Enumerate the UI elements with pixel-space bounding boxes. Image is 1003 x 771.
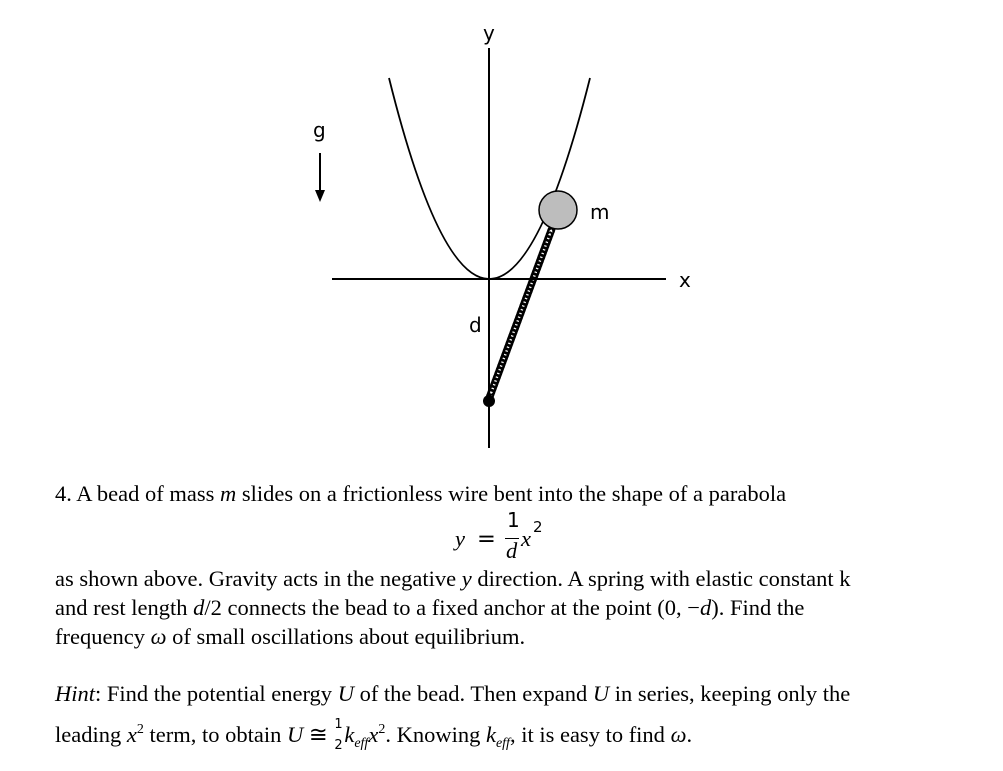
power: 2 — [136, 722, 144, 737]
math-x: x — [368, 722, 379, 747]
parabola-equation — [455, 508, 575, 568]
math-omega: ω — [670, 722, 687, 747]
text: . Knowing — [385, 722, 486, 747]
eq-numerator: 1 — [507, 508, 520, 532]
eq-denominator: d — [506, 538, 518, 563]
text: A bead of mass — [71, 481, 220, 506]
text: in series, keeping only the — [609, 681, 851, 706]
half-denominator: 2 — [334, 737, 343, 753]
hint-line-2 — [55, 717, 692, 757]
math-m: m — [219, 481, 237, 506]
problem-number: 4. — [55, 481, 72, 506]
bead-mass — [539, 191, 577, 229]
math-k: k — [485, 722, 496, 747]
math-k: k — [344, 722, 355, 747]
y-axis-label: y — [483, 21, 495, 45]
text: frequency — [55, 624, 151, 649]
math-U: U — [286, 722, 304, 747]
text: and rest length — [55, 595, 194, 620]
text: , it is easy to find — [509, 722, 671, 747]
text: direction. A spring with elastic constant k — [471, 566, 851, 591]
depth-label: d — [469, 313, 482, 337]
eq-x: x — [521, 526, 531, 551]
spring — [485, 224, 556, 403]
text: /2 connects the bead to a fixed anchor at the point (0, − — [204, 595, 700, 620]
problem-line-1 — [55, 481, 786, 507]
text: term, to obtain — [143, 722, 287, 747]
eq-y: y — [455, 526, 465, 551]
text: ). Find the — [711, 595, 805, 620]
arrow-head-icon — [315, 190, 325, 202]
text: . — [686, 722, 693, 747]
gravity-label: g — [313, 118, 326, 142]
math-U: U — [337, 681, 354, 706]
subscript-eff: eff — [495, 736, 510, 751]
text: as shown above. Gravity acts in the negative — [55, 566, 462, 591]
hint-line-1 — [55, 681, 850, 707]
text: slides on a frictionless wire bent into the shape of a parabola — [236, 481, 787, 506]
eq-equals: = — [477, 526, 496, 552]
eq-power: 2 — [533, 518, 543, 536]
approx-sign: ≅ — [303, 722, 334, 747]
problem-line-2 — [55, 566, 850, 592]
text: of the bead. Then expand — [353, 681, 593, 706]
math-y: y — [461, 566, 472, 591]
hint-label: Hint — [55, 681, 96, 706]
one-half-fraction — [333, 716, 344, 753]
half-numerator: 1 — [334, 716, 343, 732]
text: of small oscillations about equilibrium. — [166, 624, 526, 649]
problem-line-4 — [55, 624, 525, 650]
mass-label: m — [590, 200, 610, 224]
power: 2 — [378, 722, 386, 737]
math-x: x — [126, 722, 137, 747]
math-U: U — [592, 681, 610, 706]
math-omega: ω — [150, 624, 167, 649]
subscript-eff: eff — [354, 736, 369, 751]
math-d: d — [700, 595, 712, 620]
text: : Find the potential energy — [95, 681, 338, 706]
anchor-point — [483, 395, 495, 407]
text: leading — [55, 722, 127, 747]
x-axis-label: x — [679, 268, 691, 292]
problem-line-3 — [55, 595, 804, 621]
math-d: d — [193, 595, 205, 620]
